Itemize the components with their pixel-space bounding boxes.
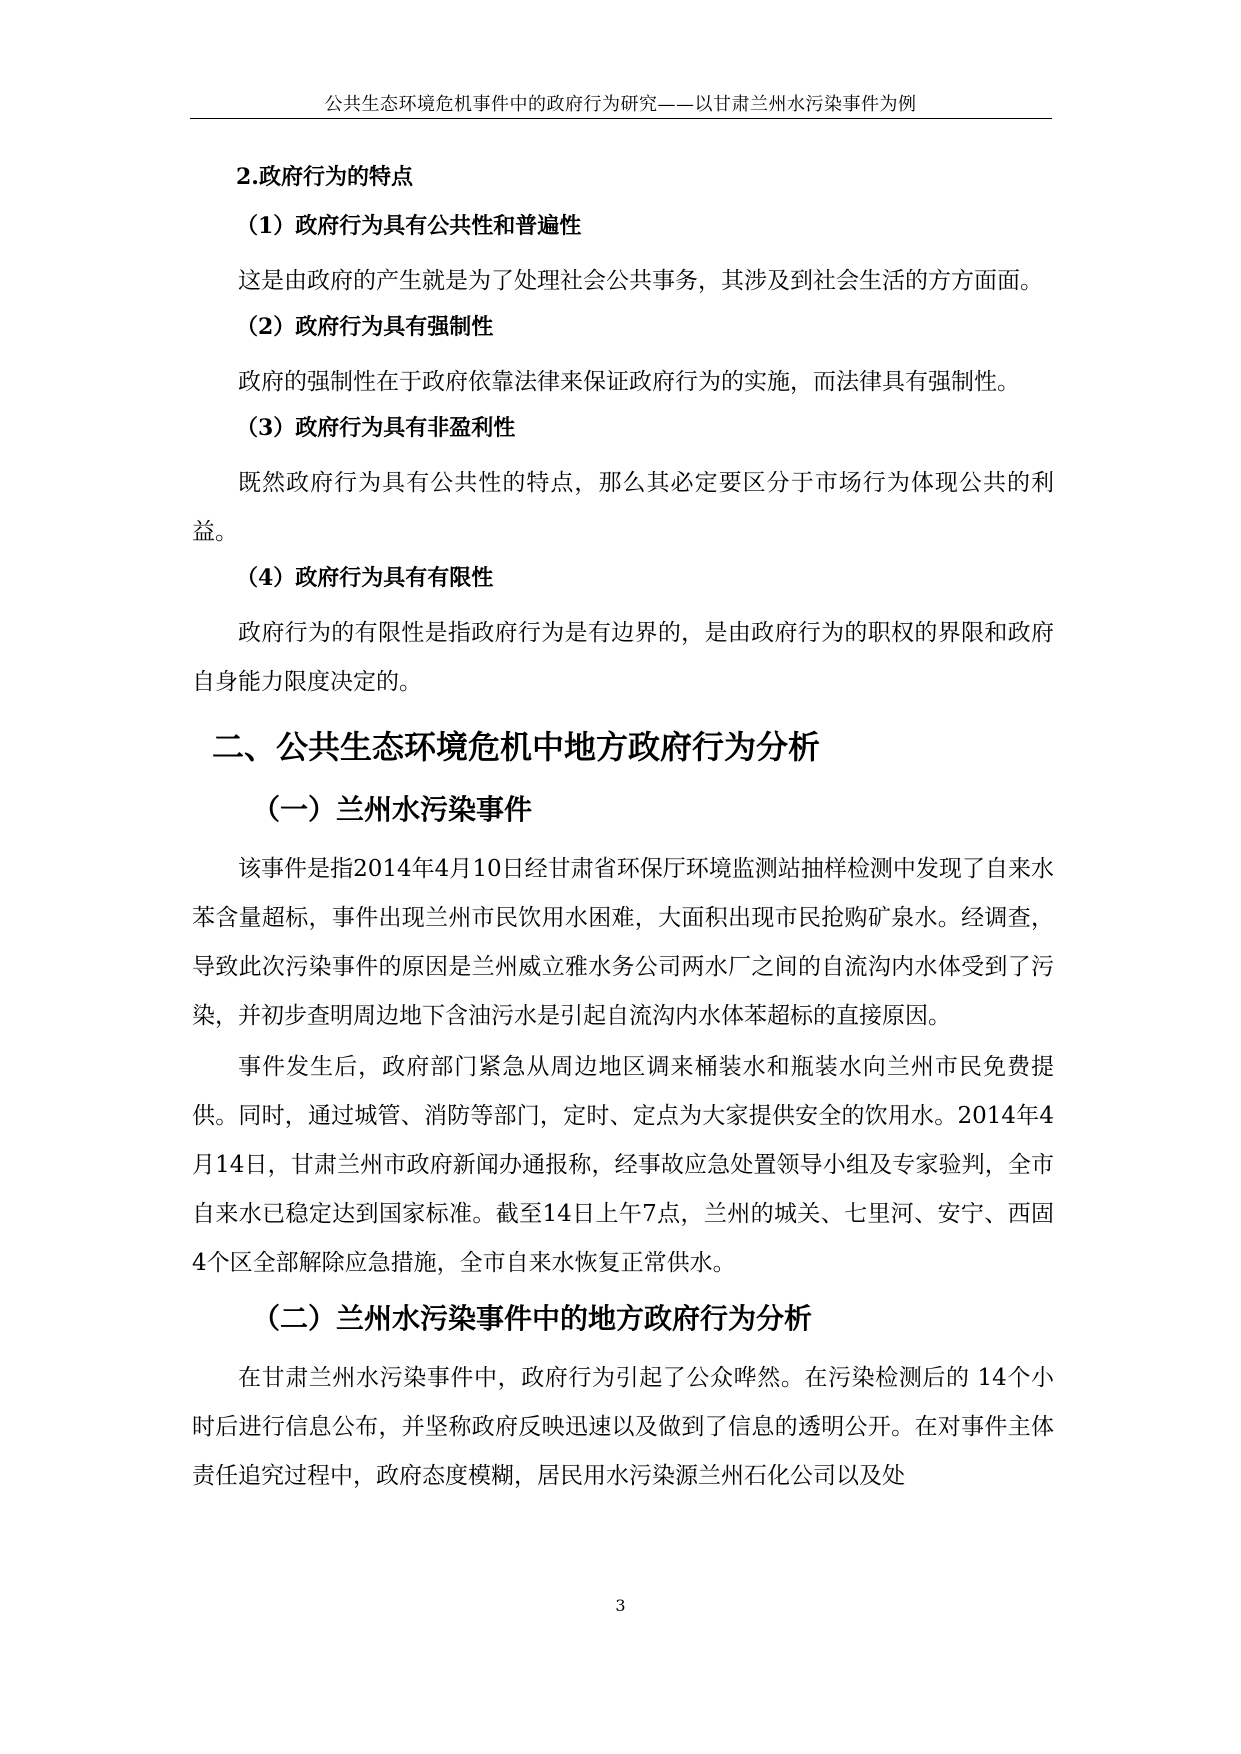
- feature-text-4: 政府行为的有限性是指政府行为是有边界的，是由政府行为的职权的界限和政府自身能力限度决定的。: [192, 620, 1054, 695]
- subsection-heading-1: （一）兰州水污染事件: [252, 793, 533, 826]
- feature-text-2: 政府的强制性在于政府依靠法律来保证政府行为的实施，而法律具有强制性。: [238, 369, 1020, 395]
- feature-title-1: （1）政府行为具有公共性和普遍性: [236, 213, 582, 239]
- subsection-heading-2: （二）兰州水污染事件中的地方政府行为分析: [252, 1302, 813, 1335]
- chapter-heading: 二、公共生态环境危机中地方政府行为分析: [212, 728, 821, 766]
- event-paragraph-2: 事件发生后，政府部门紧急从周边地区调来桶装水和瓶装水向兰州市民免费提供。同时，通过城管、消防等部门，定时、定点为大家提供安全的饮用水。2014年4月14日，甘肃兰州市政府新闻办通报称，经事故应急处置领导小组及专家验判，全市自来水已稳定达到国家标准。截至14日上午7点，兰州的城关、七里河、安宁、西固4个区全部解除应急措施，全市自来水恢复正常供水。: [192, 1054, 1054, 1276]
- header-rule: [190, 118, 1052, 119]
- feature-title-3: （3）政府行为具有非盈利性: [236, 415, 516, 441]
- section-heading-features: 2.政府行为的特点: [236, 164, 413, 190]
- feature-title-4: （4）政府行为具有有限性: [236, 565, 494, 591]
- page-number: 3: [615, 1596, 626, 1615]
- feature-title-2: （2）政府行为具有强制性: [236, 314, 494, 340]
- feature-text-1: 这是由政府的产生就是为了处理社会公共事务，其涉及到社会生活的方方面面。: [238, 268, 1043, 294]
- event-paragraph-1: 该事件是指2014年4月10日经甘肃省环保厅环境监测站抽样检测中发现了自来水苯含量超标，事件出现兰州市民饮用水困难，大面积出现市民抢购矿泉水。经调查，导致此次污染事件的原因是兰州威立雅水务公司两水厂之间的自流沟内水体受到了污染，并初步查明周边地下含油污水是引起自流沟内水体苯超标的直接原因。: [192, 856, 1054, 1029]
- running-header: 公共生态环境危机事件中的政府行为研究——以甘肃兰州水污染事件为例: [324, 94, 917, 115]
- feature-text-3: 既然政府行为具有公共性的特点，那么其必定要区分于市场行为体现公共的利益。: [192, 470, 1054, 545]
- analysis-paragraph-1: 在甘肃兰州水污染事件中，政府行为引起了公众哗然。在污染检测后的 14个小时后进行信息公布，并坚称政府反映迅速以及做到了信息的透明公开。在对事件主体责任追究过程中，政府态度模糊，居民用水污染源兰州石化公司以及处: [192, 1365, 1054, 1489]
- page-body: [192, 160, 1054, 1501]
